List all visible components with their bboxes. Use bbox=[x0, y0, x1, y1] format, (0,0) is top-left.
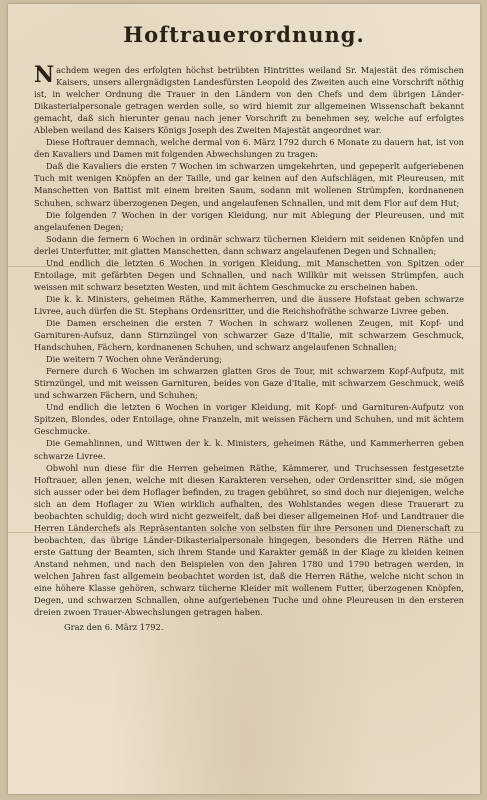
document-title: Hoftrauerordnung. bbox=[123, 22, 365, 47]
drop-cap: N bbox=[34, 62, 55, 88]
date-line: Graz den 6. März 1792. bbox=[64, 622, 164, 633]
document-sheet bbox=[8, 4, 480, 794]
paragraph: Die Gemahlinnen, und Wittwen der k. k. Ministers, geheimen Räthe, und Kammerherren geben schwarze Livree. bbox=[34, 438, 464, 461]
paragraph: Und endlich die letzten 6 Wochen in voriger Kleidung, mit Kopf- und Garnituren-Aufputz von Spitzen, Blondes, oder Entoilage, ohne Franzeln, mit weissen Fächern und Schuhen, und mit ächtem Geschmucke. bbox=[34, 402, 464, 437]
paragraph: Die weitern 7 Wochen ohne Veränderung; bbox=[46, 354, 223, 365]
paragraph: Die folgenden 7 Wochen in der vorigen Kleidung, nur mit Ablegung der Pleureusen, und mit angelaufenen Degen; bbox=[34, 209, 464, 232]
paragraph: Daß die Kavaliers die ersten 7 Wochen im schwarzen umgekehrten, und gepeperlt aufgeriebenen Tuch mit wenigen Knöpfen an der Taille, und gar keinen auf den Aufschlägen, mit Pleureusen, mit Manschetten von Battist mit einem breiten Saum, sodann mit wollenen Strümpfen, kordnanenen Schuhen, schwarz überzogenen Degen, und angelaufenen Schnallen, und mit dem Flor auf dem Hut; bbox=[34, 161, 464, 208]
intro-text: achdem wegen des erfolgten höchst betrübten Hintrittes weiland Sr. Majestät des römischen Kaisers, unsers allergnädigsten Landesfürsten Leopold des Zweiten auch eine Vorschrift nöthig ist, in welcher Ordnung die Trauer in den Ländern von den Chefs und dem übrigen Länder-Dikasterialpersonale getragen werden solle, so wird hiemit zur allgemeinen Wissenschaft bekannt gemacht, daß sich hierunter genau nach jener Vorschrift zu benehmen sey, welche auf erfolgtes Ableben weiland des Kaisers Königs Joseph des Zweiten Majestät angeordnet war. bbox=[34, 65, 464, 136]
paragraph: Diese Hoftrauer demnach, welche dermal von 6. März 1792 durch 6 Monate zu dauern hat, ist von den Kavaliers und Damen mit folgenden Abwechslungen zu tragen: bbox=[34, 137, 464, 160]
paragraph: Die k. k. Ministers, geheimen Räthe, Kammerherren, und die äussere Hofstaat geben schwarze Livree, auch dürfen die St. Stephans Ordensritter, und die Reichshofräthe schwarze Livree geben. bbox=[34, 293, 464, 316]
document-body bbox=[34, 64, 464, 633]
intro-paragraph bbox=[34, 64, 464, 136]
paragraph: Sodann die fernern 6 Wochen in ordinär schwarz tüchernen Kleidern mit seidenen Knöpfen und derlei Unterfutter, mit glatten Manschetten, dann schwarz angelaufenen Degen und Schnallen; bbox=[34, 233, 464, 256]
paragraph: Fernere durch 6 Wochen im schwarzen glatten Gros de Tour, mit schwarzem Kopf-Aufputz, mit Stirnzüngel, und mit weissen Garnituren, beides von Gaze d'Italie, mit schwarzem Geschmuck, weiß und schwarzen Fächern, und Schuhen; bbox=[34, 366, 464, 401]
paragraph: Obwohl nun diese für die Herren geheimen Räthe, Kämmerer, und Truchsessen festgesetzte Hoftrauer, allen jenen, welche mit diesen Karakteren versehen, oder Ordensritter sind, sie mögen sich ausser oder bei dem Hoflager befinden, zu tragen gebühret, so sind doch nur diejenigen, welche sich an dem Hoflager zu Wien wirklich aufhalten, des Wohlstandes wegen diese Trauerart zu beobachten schuldig; doch wird nicht gezweifelt, daß bei dieser allgemeinen Hof- und Landtrauer die Herren Länderchefs als Repräsentanten solche von selbsten für ihre Personen und Dienerschaft zu beobachten, das übrige Länder-Dikasterialpersonale hingegen, besonders die Herren Räthe und erste Gattung der Beamten, sich ihrem Stande und Karakter gemäß in der Klage zu kleiden keinen Anstand nehmen, und nach den Beispielen von den Jahren 1780 und 1790 betragen werden, in welchen Jahren fast allgemein beobachtet worden ist, daß die Herren Räthe, welche nicht schon in eine höhere Klasse gehören, schwarz tücherne Kleider mit wollenem Futter, überzogenen Knöpfen, Degen, und schwarzen Schnallen, ohne aufgeriebenen Tuche und ohne Pleureusen in den ersteren dreien zwoen Trauer-Abwechslungen getragen haben. bbox=[34, 462, 464, 618]
paragraph: Die Damen erscheinen die ersten 7 Wochen in schwarz wollenen Zeugen, mit Kopf- und Garnituren-Aufsuz, dann Stirnzüngel von schwarzer Gaze d'Italie, mit schwarzem Geschmuck, Handschuhen, Fächern, kordnanenen Schuhen, und schwarz angelaufenen Schnallen; bbox=[34, 317, 464, 353]
paragraph: Und endlich die letzten 6 Wochen in vorigen Kleidung, mit Manschetten von Spitzen oder Entoilage, mit gefärbten Degen und Schnallen, und nach Willkür mit weissen Strümpfen, auch weissen mit schwarz besetzten Westen, und mit ächtem Geschmucke zu erscheinen haben. bbox=[34, 257, 464, 292]
